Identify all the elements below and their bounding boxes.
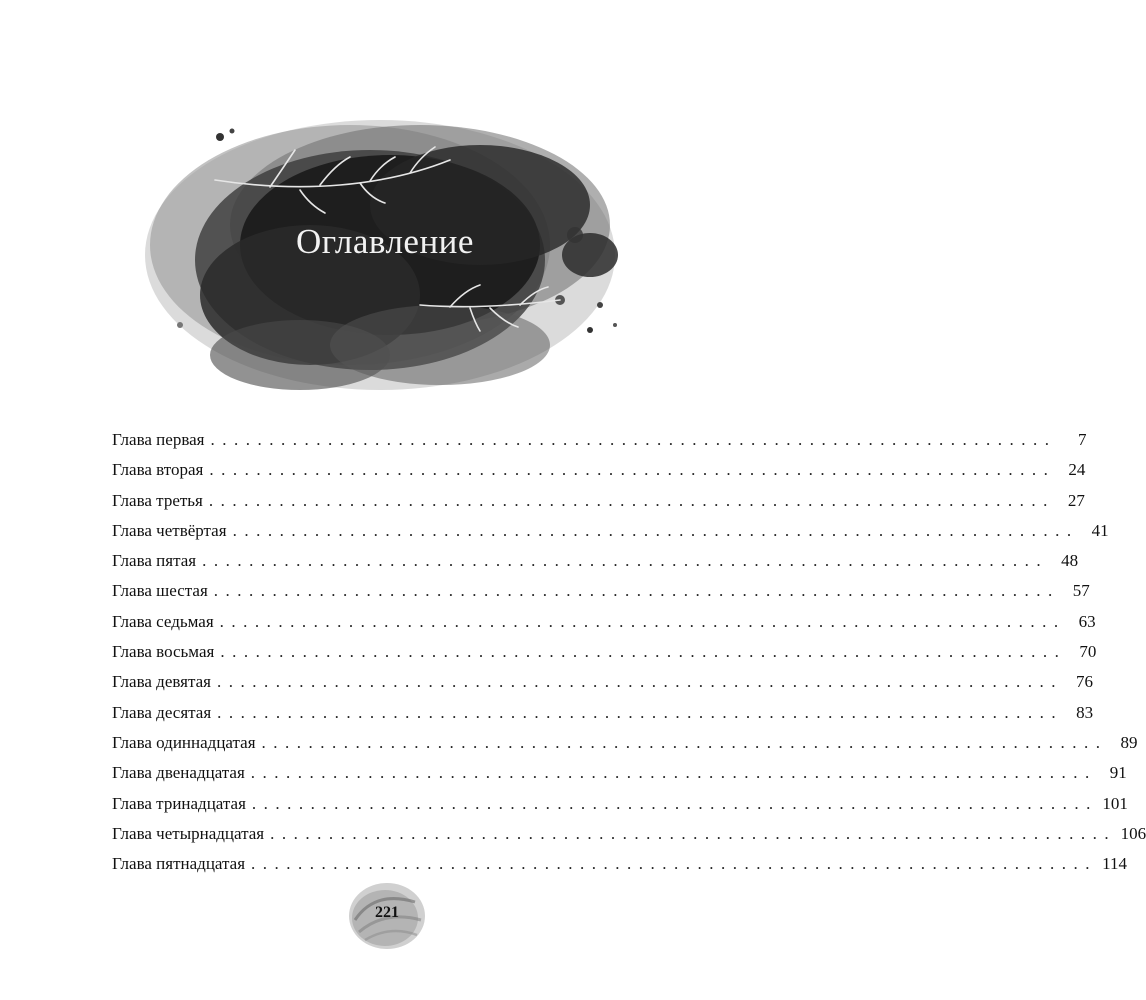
leader-dots: ........................................................................ xyxy=(270,823,1117,843)
toc-entry-page: 91 xyxy=(1109,763,1127,783)
leader-dots: ........................................................................ xyxy=(220,642,1067,662)
toc-entry-page: 89 xyxy=(1120,732,1138,752)
toc-entry[interactable] xyxy=(112,758,1127,788)
toc-entry[interactable] xyxy=(112,486,1085,516)
toc-entry-page: 57 xyxy=(1072,581,1090,601)
toc-entry-label: Глава одиннадцатая xyxy=(112,732,256,752)
toc-entry[interactable] xyxy=(112,425,1087,455)
leader-dots: ........................................................................ xyxy=(251,793,1098,813)
leader-dots: ........................................................................ xyxy=(250,763,1097,783)
toc-entry-label: Глава пятая xyxy=(112,551,197,571)
page-title: Оглавление xyxy=(296,222,474,261)
toc-entry[interactable] xyxy=(112,455,1086,485)
toc-entry[interactable] xyxy=(112,516,1109,546)
toc-entry[interactable] xyxy=(112,576,1090,606)
toc-entry-page: 83 xyxy=(1076,702,1094,722)
page-number-badge xyxy=(345,880,429,952)
leader-dots: ........................................................................ xyxy=(261,732,1108,752)
toc-entry-label: Глава вторая xyxy=(112,460,204,480)
leader-dots: ........................................................................ xyxy=(251,854,1098,874)
table-of-contents xyxy=(112,425,1146,879)
toc-entry-page: 41 xyxy=(1091,520,1109,540)
toc-entry-label: Глава восьмая xyxy=(112,642,215,662)
toc-entry[interactable] xyxy=(112,849,1128,879)
toc-entry-label: Глава двенадцатая xyxy=(112,763,245,783)
toc-entry-page: 7 xyxy=(1078,430,1087,449)
toc-entry[interactable] xyxy=(112,698,1094,728)
leader-dots: ........................................................................ xyxy=(213,581,1060,601)
toc-entry-page: 63 xyxy=(1078,611,1096,631)
toc-entry[interactable] xyxy=(112,728,1138,758)
toc-entry[interactable] xyxy=(112,607,1096,637)
leader-dots: ........................................................................ xyxy=(210,430,1057,449)
toc-entry-page: 70 xyxy=(1079,642,1097,662)
toc-entry-page: 101 xyxy=(1102,793,1128,813)
toc-entry-label: Глава четвёртая xyxy=(112,520,227,540)
toc-entry-label: Глава десятая xyxy=(112,702,212,722)
toc-entry-page: 24 xyxy=(1068,460,1086,480)
leader-dots: ........................................................................ xyxy=(219,611,1066,631)
toc-entry-label: Глава пятнадцатая xyxy=(112,854,246,874)
leader-dots: ........................................................................ xyxy=(217,702,1064,722)
toc-entry-label: Глава тринадцатая xyxy=(112,793,246,813)
toc-entry[interactable] xyxy=(112,789,1128,819)
toc-entry-label: Глава седьмая xyxy=(112,611,214,631)
leader-dots: ........................................................................ xyxy=(202,551,1049,571)
leader-dots: ........................................................................ xyxy=(217,672,1063,692)
toc-entry-label: Глава девятая xyxy=(112,672,211,692)
leader-dots: ........................................................................ xyxy=(232,520,1079,540)
toc-entry-label: Глава четырнадцатая xyxy=(112,823,265,843)
page-number: 221 xyxy=(375,904,399,921)
toc-entry-label: Глава шестая xyxy=(112,581,208,601)
toc-entry-label: Глава первая xyxy=(112,430,205,449)
toc-entry-label: Глава третья xyxy=(112,490,203,510)
toc-entry[interactable] xyxy=(112,667,1093,697)
toc-entry-page: 106 xyxy=(1120,823,1146,843)
toc-entry-page: 48 xyxy=(1061,551,1079,571)
toc-entry[interactable] xyxy=(112,546,1079,576)
toc-entry-page: 27 xyxy=(1067,490,1085,510)
leader-dots: ........................................................................ xyxy=(208,490,1055,510)
leader-dots: ........................................................................ xyxy=(209,460,1056,480)
toc-entry-page: 114 xyxy=(1102,854,1128,874)
toc-entry[interactable] xyxy=(112,819,1146,849)
toc-entry-page: 76 xyxy=(1076,672,1093,692)
toc-entry[interactable] xyxy=(112,637,1097,667)
